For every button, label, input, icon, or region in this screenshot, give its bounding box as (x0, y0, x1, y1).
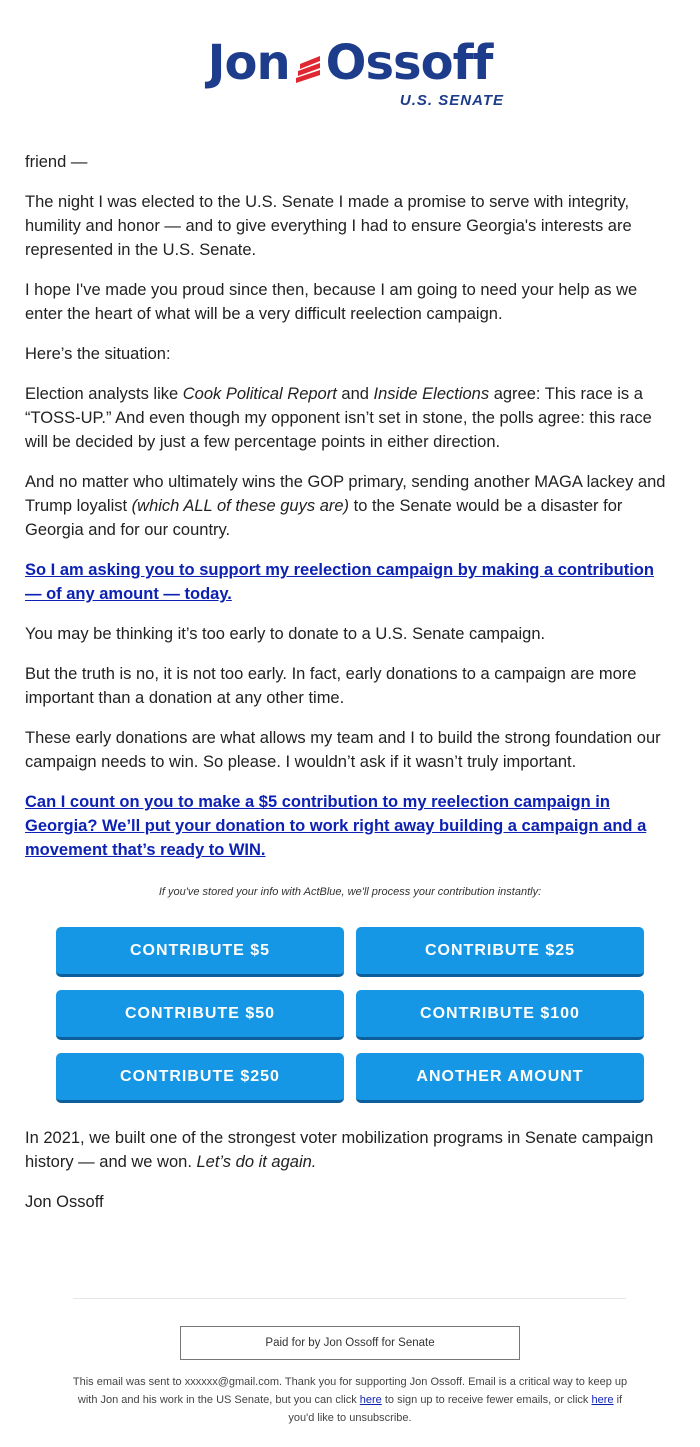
contribute-250-button[interactable]: CONTRIBUTE $250 (56, 1053, 344, 1103)
signature: Jon Ossoff (25, 1193, 104, 1211)
another-amount-button[interactable]: ANOTHER AMOUNT (356, 1053, 644, 1103)
paragraph-truth: But the truth is no, it is not too early. In fact, early donations to a campaign are more important than a donation at any other time. (25, 665, 637, 707)
paragraph-situation: Here’s the situation: (25, 345, 171, 363)
campaign-logo (0, 30, 700, 120)
fewer-emails-link[interactable]: here (359, 1394, 382, 1406)
paragraph-2021: In 2021, we built one of the strongest voter mobilization programs in Senate campaign history — and we won. Let’s do it again. (25, 1129, 654, 1171)
contribute-50-button[interactable]: CONTRIBUTE $50 (56, 990, 344, 1040)
contribute-100-button[interactable]: CONTRIBUTE $100 (356, 990, 644, 1040)
email-body (25, 150, 675, 878)
logo-last-name: Ossoff (325, 35, 493, 91)
logo-subtitle: U.S. SENATE (399, 92, 504, 109)
cta-paragraph-2 (25, 790, 675, 862)
paragraph-help: I hope I've made you proud since then, because I am going to need your help as we enter the heart of what will be a very difficult reelection campaign. (25, 281, 638, 323)
contribution-link-1[interactable]: So I am asking you to support my reelection campaign by making a contribution — of any amount — today. (25, 561, 654, 603)
contribute-25-button[interactable]: CONTRIBUTE $25 (356, 927, 644, 977)
flag-stripes-icon (296, 52, 340, 86)
cta-paragraph-1 (25, 558, 675, 606)
unsubscribe-link[interactable]: here (591, 1394, 614, 1406)
greeting: friend — (25, 153, 88, 171)
paragraph-too-early: You may be thinking it’s too early to donate to a U.S. Senate campaign. (25, 625, 546, 643)
logo-subtitle-wrap (200, 92, 602, 110)
closing-section (25, 1126, 675, 1230)
contribution-link-2[interactable]: Can I count on you to make a $5 contribution to my reelection campaign in Georgia? We’ll put your donation to work right away building a campaign and a movement that’s ready to WIN. (25, 793, 647, 859)
actblue-note: If you've stored your info with ActBlue, we'll process your contribution instantly: (158, 886, 542, 898)
paid-for-disclaimer: Paid for by Jon Ossoff for Senate (180, 1326, 520, 1360)
footer-text: This email was sent to xxxxxx@gmail.com. Thank you for supporting Jon Ossoff. Email is a critical way to keep up with Jon and his work in the US Senate, but you can click here to sign up to receive fewer emails, or click here if you'd like to unsubscribe. (72, 1376, 628, 1424)
logo-first-name: Jon (207, 35, 290, 91)
paragraph-foundation: These early donations are what allows my team and I to build the strong foundation our campaign needs to win. So please. I wouldn’t ask if it wasn’t truly important. (25, 729, 661, 771)
footer-divider (73, 1298, 626, 1299)
paragraph-gop-primary: And no matter who ultimately wins the GOP primary, sending another MAGA lackey and Trump loyalist (which ALL of these guys are) to the Senate would be a disaster for Georgia and for our country. (25, 473, 666, 539)
paragraph-analysts: Election analysts like Cook Political Report and Inside Elections agree: This race is a “TOSS-UP.” And even though my opponent isn’t set in stone, the polls agree: this race will be decided by just a few percentage points in either direction. (25, 385, 652, 451)
contribute-5-button[interactable]: CONTRIBUTE $5 (56, 927, 344, 977)
paragraph-promise: The night I was elected to the U.S. Senate I made a promise to serve with integrity, humility and honor — and to give everything I had to ensure Georgia's interests are represented in the U.S. Senate. (25, 193, 632, 259)
logo-wordmark (0, 34, 700, 92)
